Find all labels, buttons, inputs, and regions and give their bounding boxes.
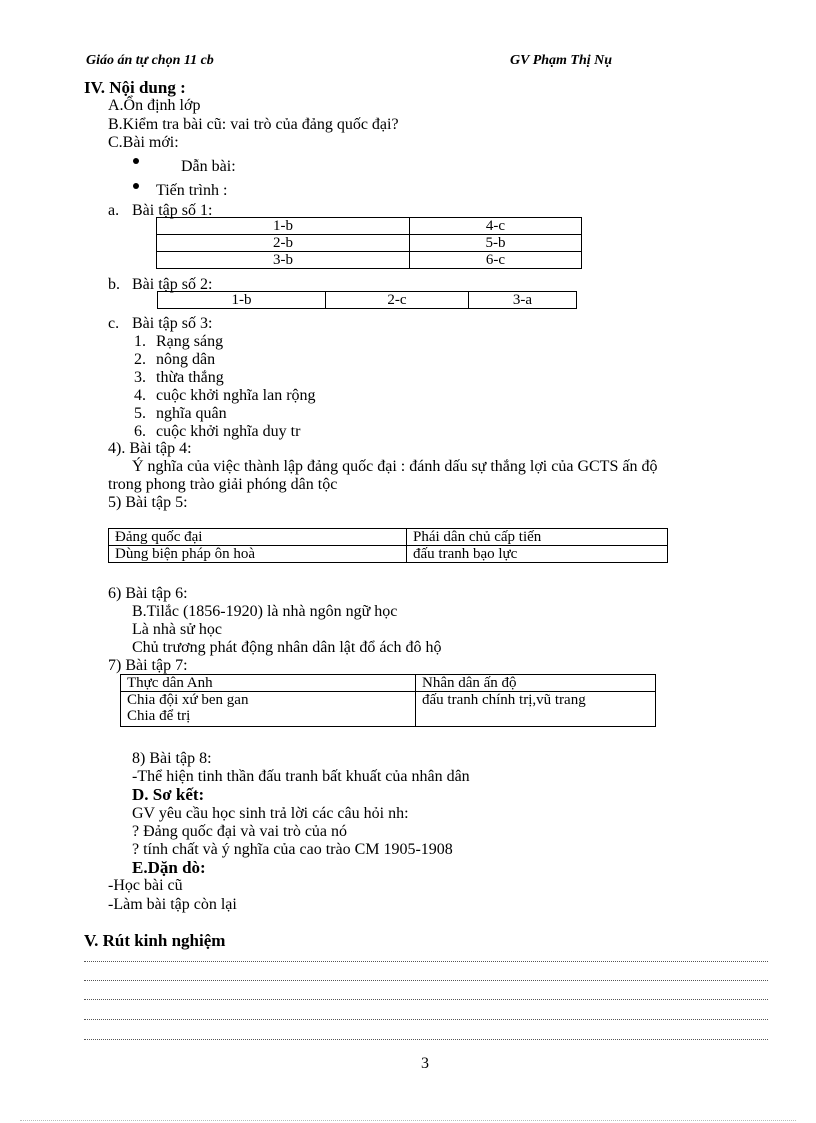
d-line: GV yêu cầu học sinh trả lời các câu hỏi nh: <box>132 805 409 822</box>
line-bai-moi: C.Bài mới: <box>108 134 179 151</box>
ex3-num: 6. <box>134 423 146 440</box>
ex4-title: 4). Bài tập 4: <box>108 440 192 457</box>
ex3-num: 5. <box>134 405 146 422</box>
header-left: Giáo án tự chọn 11 cb <box>86 53 214 68</box>
cell-line: Chia để trị <box>127 708 191 724</box>
table-row <box>109 529 668 546</box>
ex5-table <box>108 528 668 563</box>
table-cell: 2-c <box>326 292 469 309</box>
page-edge-dotted-line <box>20 1120 796 1121</box>
dotted-line <box>84 1039 768 1040</box>
dotted-line <box>84 1019 768 1020</box>
ex3-item: nông dân <box>156 351 216 368</box>
line-kiem-tra-bai-cu: B.Kiểm tra bài cũ: vai trò của đảng quốc đại? <box>108 116 399 133</box>
ex3-item: nghĩa quân <box>156 405 227 422</box>
ex2-title: Bài tập số 2: <box>132 276 213 293</box>
table-cell: 3-b <box>157 252 410 269</box>
ex7-title: 7) Bài tập 7: <box>108 657 188 674</box>
header-right: GV Phạm Thị Nụ <box>510 53 613 68</box>
e-line: -Làm bài tập còn lại <box>108 896 237 913</box>
d-line: ? Đảng quốc đại và vai trò của nó <box>132 823 348 840</box>
table-cell: Nhân dân ấn độ <box>416 675 656 692</box>
table-cell: 1-b <box>157 218 410 235</box>
ex3-item: cuộc khởi nghĩa lan rộng <box>156 387 316 404</box>
ex6-title: 6) Bài tập 6: <box>108 585 188 602</box>
ex2-table <box>157 291 577 309</box>
table-cell: Dùng biện pháp ôn hoà <box>109 546 407 563</box>
e-title: E.Dặn dò: <box>132 858 206 877</box>
d-title: D. Sơ kết: <box>132 785 205 804</box>
bullet-icon <box>133 183 139 189</box>
table-cell: 5-b <box>410 235 582 252</box>
table-row <box>157 252 582 269</box>
table-cell: 3-a <box>469 292 577 309</box>
line-on-dinh-lop: A.Ổn định lớp <box>108 97 201 114</box>
e-line: -Học bài cũ <box>108 877 183 894</box>
ex4-line2: trong phong trào giải phóng dân tộc <box>108 476 338 493</box>
table-cell: Thực dân Anh <box>121 675 416 692</box>
table-row <box>109 546 668 563</box>
ex8-line: -Thể hiện tinh thần đấu tranh bất khuất của nhân dân <box>132 768 470 785</box>
section-4-title: IV. Nội dung : <box>84 78 186 97</box>
page-number: 3 <box>421 1055 429 1072</box>
table-row <box>121 675 656 692</box>
table-row <box>157 235 582 252</box>
table-cell: 2-b <box>157 235 410 252</box>
dotted-line <box>84 999 768 1000</box>
table-cell: Phái dân chủ cấp tiến <box>407 529 668 546</box>
bullet-icon <box>133 158 139 164</box>
ex3-num: 4. <box>134 387 146 404</box>
ex6-line: Là nhà sử học <box>132 621 222 638</box>
ex3-num: 1. <box>134 333 146 350</box>
section-5-title: V. Rút kinh nghiệm <box>84 931 226 950</box>
d-line: ? tính chất và ý nghĩa của cao trào CM 1905-1908 <box>132 841 453 858</box>
table-cell: 1-b <box>158 292 326 309</box>
ex3-num: 3. <box>134 369 146 386</box>
ex3-item: cuộc khởi nghĩa duy tr <box>156 423 301 440</box>
table-cell: đấu tranh chính trị,vũ trang <box>416 692 656 727</box>
table-cell: Đảng quốc đại <box>109 529 407 546</box>
ex3-num: 2. <box>134 351 146 368</box>
ex5-title: 5) Bài tập 5: <box>108 494 188 511</box>
table-row <box>121 692 656 727</box>
ex1-table <box>156 217 582 269</box>
table-cell: đấu tranh bạo lực <box>407 546 668 563</box>
dotted-line <box>84 961 768 962</box>
ex6-line: B.Tilắc (1856-1920) là nhà ngôn ngữ học <box>132 603 398 620</box>
ex6-line: Chủ trương phát động nhân dân lật đổ ách đô hộ <box>132 639 442 656</box>
table-cell <box>121 692 416 727</box>
table-row <box>157 218 582 235</box>
ex3-item: Rạng sáng <box>156 333 224 350</box>
ex2-label: b. <box>108 276 120 293</box>
ex3-label: c. <box>108 315 120 332</box>
table-cell: 6-c <box>410 252 582 269</box>
ex3-item: thừa thắng <box>156 369 224 386</box>
cell-line: Chia đội xứ ben gan <box>127 692 249 708</box>
table-row <box>158 292 577 309</box>
ex3-title: Bài tập số 3: <box>132 315 213 332</box>
ex8-title: 8) Bài tập 8: <box>132 750 212 767</box>
ex7-table <box>120 674 656 727</box>
ex4-line1: Ý nghĩa của việc thành lập đảng quốc đại : đánh dấu sự thắng lợi của GCTS ấn độ <box>132 458 658 475</box>
bullet-tien-trinh: Tiến trình : <box>156 182 228 199</box>
ex1-label: a. <box>108 202 120 219</box>
ex1-title: Bài tập số 1: <box>132 202 213 219</box>
table-cell: 4-c <box>410 218 582 235</box>
dotted-line <box>84 980 768 981</box>
bullet-dan-bai: Dẫn bài: <box>181 158 236 175</box>
